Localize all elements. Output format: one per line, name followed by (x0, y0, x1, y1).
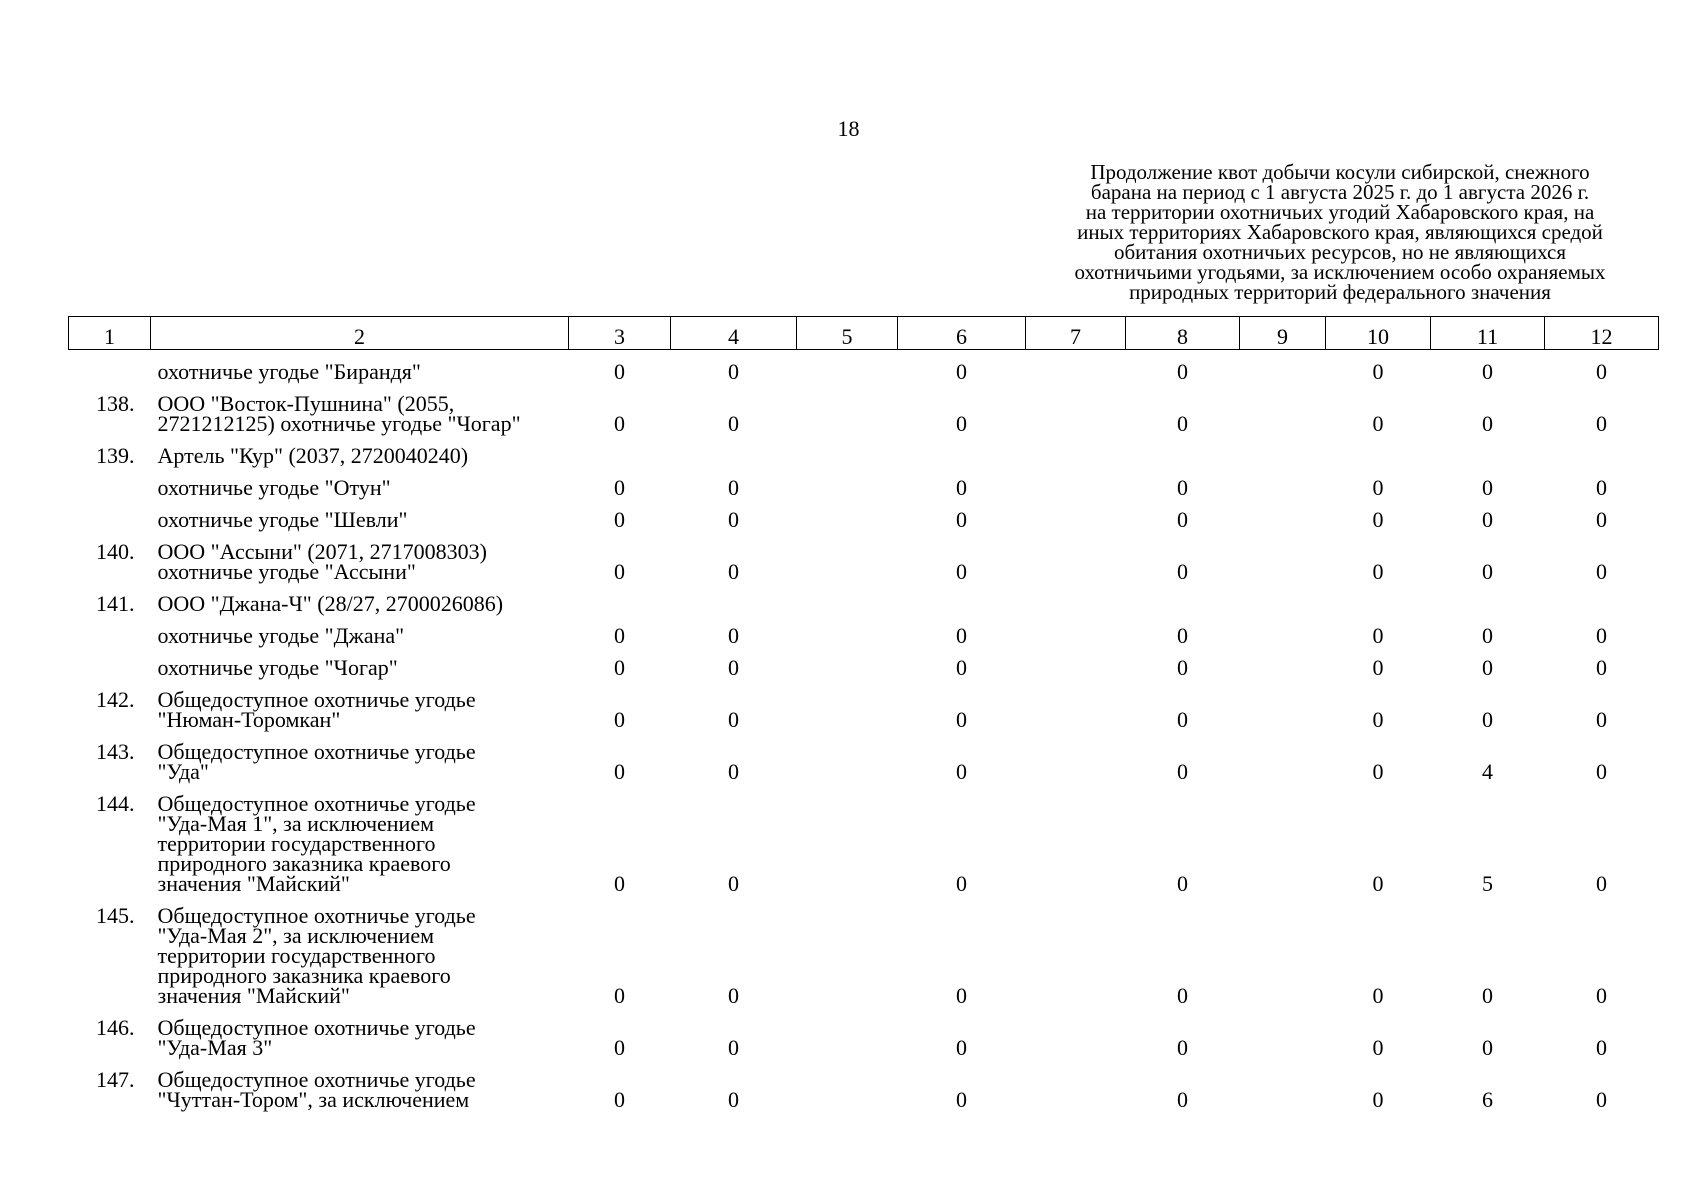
quota-value-col-5 (797, 1011, 898, 1063)
quota-value-col-12 (1545, 439, 1659, 471)
quota-value-col-8: 0 (1177, 359, 1188, 384)
quota-value-col-3: 0 (614, 559, 625, 584)
quota-value-col-6: 0 (956, 411, 967, 436)
quota-value-col-10: 0 (1372, 1087, 1384, 1112)
quota-value-col-11: 0 (1482, 623, 1493, 648)
quota-value-col-6: 0 (956, 623, 967, 648)
quota-value-col-6: 0 (956, 475, 967, 500)
quota-value-col-10 (1326, 439, 1431, 471)
row-number: 144. (96, 791, 135, 816)
quota-value-col-9 (1240, 350, 1326, 388)
quota-value-col-10: 0 (1372, 983, 1384, 1008)
quota-value-col-12: 0 (1596, 623, 1607, 648)
page-number: 18 (837, 116, 860, 141)
quota-value-col-4: 0 (728, 559, 739, 584)
table-header-row (69, 317, 1659, 350)
quota-value-col-7 (1026, 1011, 1126, 1063)
quota-value-col-8: 0 (1177, 655, 1188, 680)
quota-value-col-12: 0 (1596, 507, 1607, 532)
hunting-ground-name: ООО "Восток-Пушнина" (2055, 2721212125) охотничье угодье "Чогар" (157, 391, 521, 436)
hunting-ground-name: охотничье угодье "Чогар" (157, 655, 398, 680)
quota-value-col-12: 0 (1596, 759, 1607, 784)
quota-value-col-11: 6 (1482, 1087, 1493, 1112)
quota-value-col-3: 0 (614, 507, 625, 532)
row-number (69, 651, 151, 683)
quota-value-col-9 (1240, 619, 1326, 651)
quota-value-col-9 (1240, 787, 1326, 899)
quota-value-col-12: 0 (1596, 559, 1607, 584)
row-number (69, 471, 151, 503)
table-row (69, 387, 1659, 439)
column-header: 6 (898, 317, 1026, 350)
quota-value-col-8: 0 (1177, 411, 1188, 436)
quota-value-col-8: 0 (1177, 1087, 1188, 1112)
column-header: 5 (797, 317, 898, 350)
quota-value-col-9 (1240, 471, 1326, 503)
quota-value-col-5 (797, 619, 898, 651)
quota-value-col-5 (797, 535, 898, 587)
row-number (69, 350, 151, 388)
quota-value-col-12: 0 (1596, 707, 1607, 732)
quota-value-col-8 (1126, 587, 1240, 619)
table-row (69, 1063, 1659, 1115)
quota-value-col-5 (797, 387, 898, 439)
quota-value-col-6 (898, 587, 1026, 619)
quota-value-col-7 (1026, 535, 1126, 587)
quota-value-col-11: 0 (1482, 507, 1493, 532)
column-header: 3 (569, 317, 671, 350)
quota-value-col-4: 0 (728, 759, 739, 784)
table-body (69, 350, 1659, 1116)
row-number (69, 503, 151, 535)
quota-value-col-3: 0 (614, 359, 625, 384)
table-row (69, 651, 1659, 683)
quota-value-col-9 (1240, 1063, 1326, 1115)
quota-value-col-4: 0 (728, 707, 739, 732)
quota-value-col-8 (1126, 439, 1240, 471)
quota-value-col-8: 0 (1177, 559, 1188, 584)
quota-value-col-8: 0 (1177, 507, 1188, 532)
quota-value-col-11: 4 (1482, 759, 1493, 784)
quota-value-col-3: 0 (614, 707, 625, 732)
row-number: 145. (96, 903, 135, 928)
quota-value-col-11: 0 (1482, 655, 1493, 680)
quota-value-col-12: 0 (1596, 359, 1607, 384)
quota-value-col-5 (797, 503, 898, 535)
quota-value-col-7 (1026, 471, 1126, 503)
quota-value-col-8: 0 (1177, 983, 1188, 1008)
quota-value-col-7 (1026, 683, 1126, 735)
quota-value-col-5 (797, 350, 898, 388)
quota-value-col-3: 0 (614, 475, 625, 500)
quota-value-col-6 (898, 439, 1026, 471)
quota-value-col-7 (1026, 350, 1126, 388)
quota-value-col-12: 0 (1596, 1035, 1607, 1060)
column-header: 8 (1126, 317, 1240, 350)
quota-value-col-7 (1026, 387, 1126, 439)
quota-value-col-12: 0 (1596, 983, 1607, 1008)
column-header: 9 (1240, 317, 1326, 350)
quota-value-col-11 (1431, 439, 1545, 471)
quota-value-col-11: 0 (1482, 475, 1493, 500)
column-header: 12 (1545, 317, 1659, 350)
quota-value-col-7 (1026, 1063, 1126, 1115)
quota-value-col-8: 0 (1177, 475, 1188, 500)
quota-value-col-5 (797, 735, 898, 787)
table-row (69, 587, 1659, 619)
hunting-ground-name: Общедоступное охотничье угодье "Уда-Мая 1", за исключением территории государственного природного заказника краевого значения "Майский" (157, 791, 476, 896)
quota-value-col-4: 0 (728, 983, 739, 1008)
quota-value-col-5 (797, 439, 898, 471)
column-header: 11 (1431, 317, 1545, 350)
column-header: 2 (151, 317, 569, 350)
quota-value-col-7 (1026, 503, 1126, 535)
hunting-ground-name: Общедоступное охотничье угодье "Нюман-Торомкан" (157, 687, 476, 732)
quota-value-col-3: 0 (614, 983, 625, 1008)
quota-value-col-9 (1240, 535, 1326, 587)
quota-value-col-4: 0 (728, 475, 739, 500)
quota-value-col-5 (797, 787, 898, 899)
quota-value-col-10 (1326, 587, 1431, 619)
quota-value-col-9 (1240, 1011, 1326, 1063)
quota-value-col-8: 0 (1177, 707, 1188, 732)
quota-value-col-8: 0 (1177, 871, 1188, 896)
quota-value-col-5 (797, 587, 898, 619)
quota-value-col-6: 0 (956, 359, 967, 384)
table-row (69, 503, 1659, 535)
row-number: 147. (96, 1067, 135, 1092)
quota-value-col-4 (671, 439, 797, 471)
hunting-ground-name: охотничье угодье "Отун" (157, 475, 391, 500)
quota-value-col-6: 0 (956, 1087, 967, 1112)
quota-value-col-9 (1240, 439, 1326, 471)
quota-value-col-12: 0 (1596, 411, 1607, 436)
quota-value-col-4: 0 (728, 1035, 739, 1060)
quota-value-col-3: 0 (614, 1035, 625, 1060)
quota-value-col-9 (1240, 503, 1326, 535)
quota-value-col-7 (1026, 619, 1126, 651)
table-row (69, 439, 1659, 471)
quota-value-col-6: 0 (956, 1035, 967, 1060)
hunting-ground-name: охотничье угодье "Бирандя" (157, 359, 421, 384)
quota-table (68, 316, 1659, 1115)
quota-value-col-9 (1240, 587, 1326, 619)
quota-value-col-4: 0 (728, 507, 739, 532)
row-number: 142. (96, 687, 135, 712)
quota-value-col-7 (1026, 651, 1126, 683)
quota-value-col-6: 0 (956, 983, 967, 1008)
table-row (69, 899, 1659, 1011)
column-header: 10 (1326, 317, 1431, 350)
quota-value-col-10: 0 (1372, 1035, 1384, 1060)
table-row (69, 619, 1659, 651)
quota-value-col-6: 0 (956, 871, 967, 896)
quota-value-col-12: 0 (1596, 655, 1607, 680)
table-row (69, 683, 1659, 735)
table-row (69, 787, 1659, 899)
quota-value-col-6: 0 (956, 759, 967, 784)
quota-value-col-3: 0 (614, 1087, 625, 1112)
table-row (69, 471, 1659, 503)
quota-value-col-6: 0 (956, 559, 967, 584)
hunting-ground-name: Общедоступное охотничье угодье "Уда-Мая 3" (157, 1015, 476, 1060)
quota-value-col-8: 0 (1177, 1035, 1188, 1060)
quota-value-col-10: 0 (1372, 507, 1384, 532)
quota-value-col-10: 0 (1372, 411, 1384, 436)
table-row (69, 1011, 1659, 1063)
quota-value-col-3: 0 (614, 623, 625, 648)
quota-value-col-5 (797, 683, 898, 735)
quota-value-col-11: 5 (1482, 871, 1493, 896)
quota-value-col-7 (1026, 735, 1126, 787)
row-number: 141. (96, 591, 135, 616)
quota-value-col-10: 0 (1372, 759, 1384, 784)
quota-value-col-7 (1026, 899, 1126, 1011)
quota-value-col-5 (797, 651, 898, 683)
row-number: 146. (96, 1015, 135, 1040)
quota-value-col-9 (1240, 899, 1326, 1011)
quota-value-col-12: 0 (1596, 475, 1607, 500)
quota-value-col-10: 0 (1372, 655, 1384, 680)
table-row (69, 350, 1659, 388)
quota-value-col-4: 0 (728, 655, 739, 680)
hunting-ground-name: Общедоступное охотничье угодье "Уда-Мая 2", за исключением территории государственного природного заказника краевого значения "Майский" (157, 903, 476, 1008)
hunting-ground-name: ООО "Джана-Ч" (28/27, 2700026086) (157, 591, 504, 616)
quota-value-col-4: 0 (728, 871, 739, 896)
quota-value-col-11: 0 (1482, 983, 1493, 1008)
quota-value-col-7 (1026, 787, 1126, 899)
quota-value-col-10: 0 (1372, 871, 1384, 896)
quota-value-col-8: 0 (1177, 759, 1188, 784)
quota-value-col-12: 0 (1596, 1087, 1607, 1112)
quota-value-col-9 (1240, 735, 1326, 787)
row-number: 140. (96, 539, 135, 564)
table-caption: Продолжение квот добычи косули сибирской, снежного барана на период с 1 августа 2025 г. до 1 августа 2026 г. на территории охотничьих угодий Хабаровского края, на иных территориях Хабаровского края, являющихся средой обитания охотничьих ресурсов, но не являющихся охотничьими угодьями, за исключением особо охраняемых природных территорий федерального значения (1074, 160, 1606, 304)
quota-value-col-7 (1026, 587, 1126, 619)
quota-value-col-9 (1240, 683, 1326, 735)
quota-value-col-6: 0 (956, 655, 967, 680)
quota-value-col-11: 0 (1482, 411, 1493, 436)
row-number: 138. (96, 391, 135, 416)
quota-value-col-12 (1545, 587, 1659, 619)
hunting-ground-name: охотничье угодье "Джана" (157, 623, 405, 648)
quota-value-col-3: 0 (614, 655, 625, 680)
table-row (69, 735, 1659, 787)
hunting-ground-name: охотничье угодье "Шевли" (157, 507, 408, 532)
quota-value-col-9 (1240, 651, 1326, 683)
hunting-ground-name: Артель "Кур" (2037, 2720040240) (157, 443, 469, 468)
column-header: 7 (1026, 317, 1126, 350)
hunting-ground-name: ООО "Ассыни" (2071, 2717008303) охотничье угодье "Ассыни" (157, 539, 487, 584)
quota-value-col-3: 0 (614, 871, 625, 896)
quota-value-col-10: 0 (1372, 359, 1384, 384)
quota-value-col-6: 0 (956, 707, 967, 732)
quota-value-col-11: 0 (1482, 1035, 1493, 1060)
quota-value-col-3: 0 (614, 411, 625, 436)
quota-value-col-9 (1240, 387, 1326, 439)
quota-value-col-10: 0 (1372, 475, 1384, 500)
quota-value-col-10: 0 (1372, 559, 1384, 584)
column-header: 4 (671, 317, 797, 350)
row-number: 139. (96, 443, 135, 468)
quota-value-col-6: 0 (956, 507, 967, 532)
quota-value-col-3 (569, 439, 671, 471)
quota-value-col-11 (1431, 587, 1545, 619)
quota-value-col-11: 0 (1482, 559, 1493, 584)
quota-value-col-11: 0 (1482, 707, 1493, 732)
quota-value-col-5 (797, 1063, 898, 1115)
quota-value-col-3 (569, 587, 671, 619)
quota-value-col-8: 0 (1177, 623, 1188, 648)
hunting-ground-name: Общедоступное охотничье угодье "Уда" (157, 739, 476, 784)
quota-value-col-10: 0 (1372, 707, 1384, 732)
hunting-ground-name: Общедоступное охотничье угодье "Чуттан-Тором", за исключением (157, 1067, 476, 1112)
row-number: 143. (96, 739, 135, 764)
quota-value-col-4: 0 (728, 1087, 739, 1112)
quota-value-col-4: 0 (728, 411, 739, 436)
quota-value-col-7 (1026, 439, 1126, 471)
quota-value-col-5 (797, 899, 898, 1011)
quota-value-col-12: 0 (1596, 871, 1607, 896)
quota-value-col-10: 0 (1372, 623, 1384, 648)
row-number (69, 619, 151, 651)
quota-value-col-3: 0 (614, 759, 625, 784)
quota-value-col-4: 0 (728, 359, 739, 384)
quota-value-col-4: 0 (728, 623, 739, 648)
table-row (69, 535, 1659, 587)
quota-value-col-5 (797, 471, 898, 503)
quota-value-col-11: 0 (1482, 359, 1493, 384)
column-header: 1 (69, 317, 151, 350)
quota-value-col-4 (671, 587, 797, 619)
